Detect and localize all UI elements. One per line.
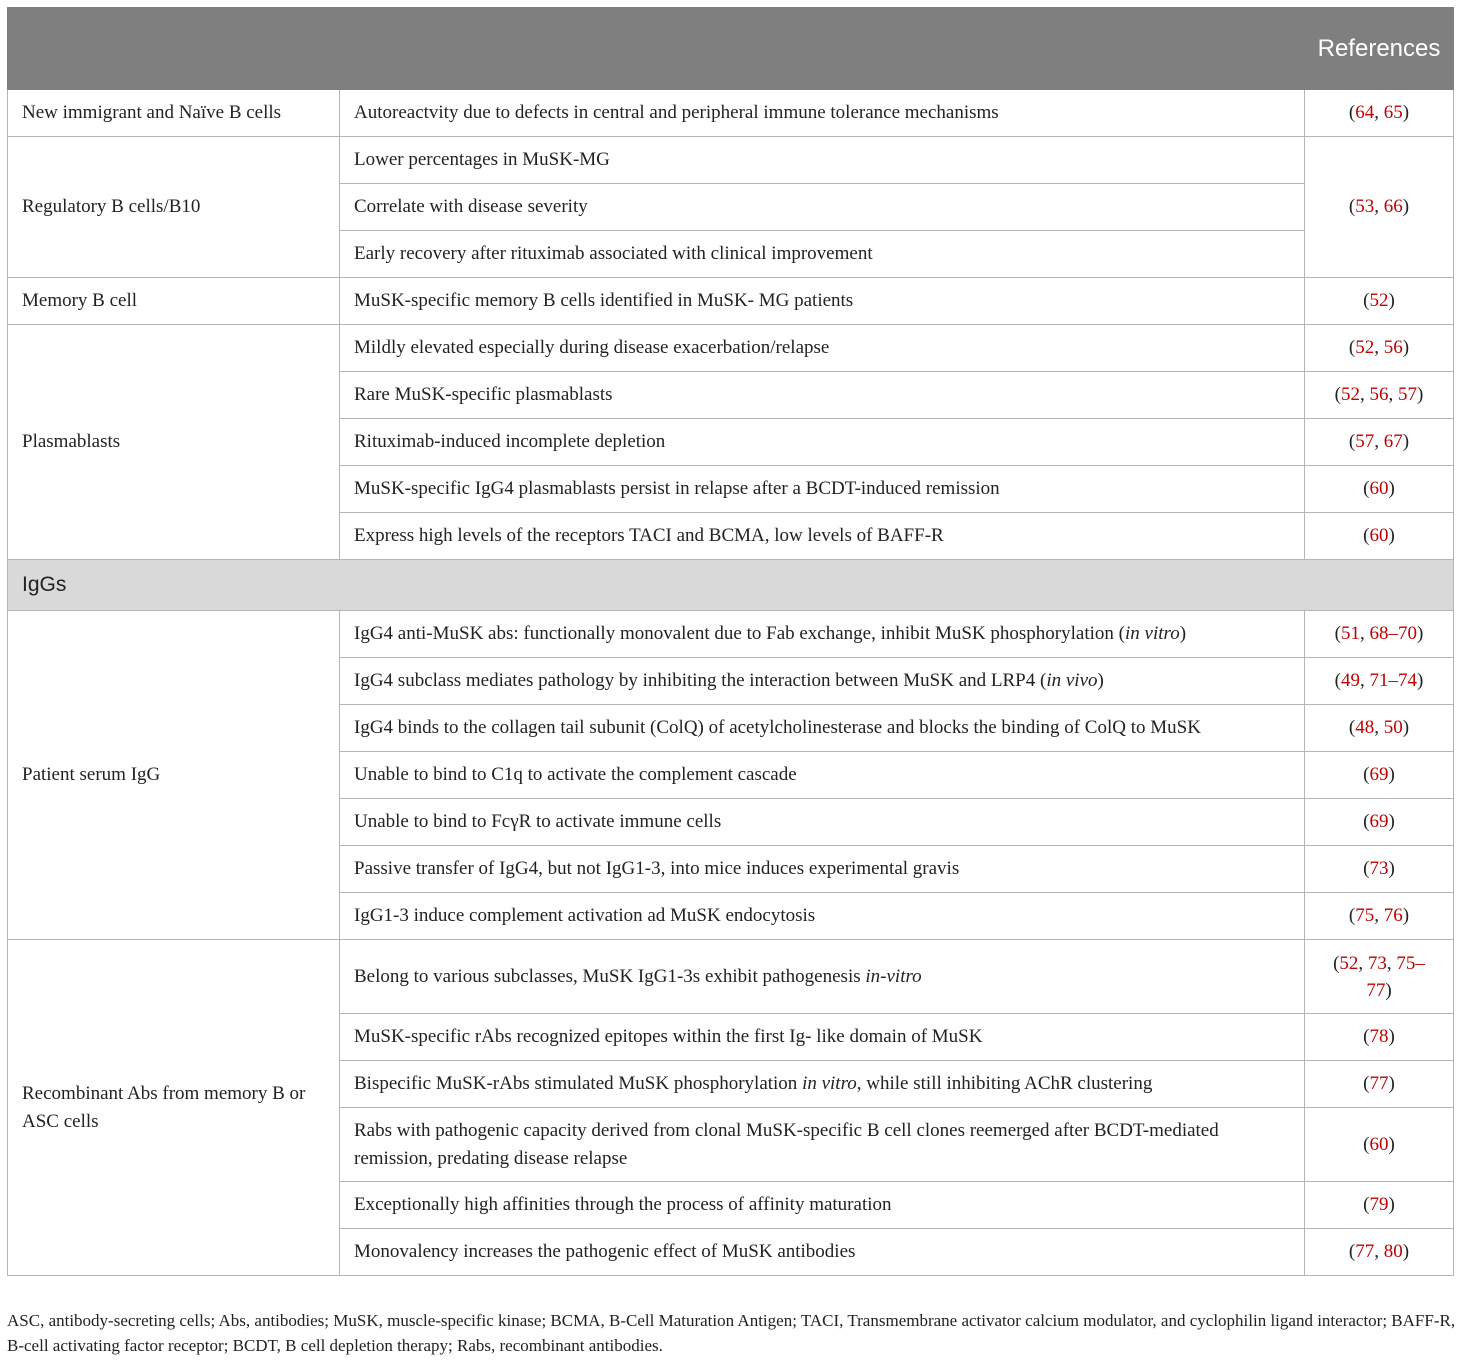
- table-footnote: ASC, antibody-secreting cells; Abs, antibodies; MuSK, muscle-specific kinase; BCMA, B-Cell Maturation Antigen; TACI, Transmembrane activator calcium modulator, and cyclophilin ligand interactor; BAFF-R, B-cell activating factor receptor; BCDT, B cell depletion therapy; Rabs, recombinant antibodies.: [7, 1311, 1456, 1355]
- section-label: IgGs: [8, 560, 1454, 611]
- citation-link[interactable]: 67: [1383, 431, 1403, 452]
- references-cell: (49, 71–74): [1305, 658, 1454, 705]
- references-cell: (52, 56, 57): [1305, 372, 1454, 419]
- description-text: IgG4 anti-MuSK abs: functionally monovalent due to Fab exchange, inhibit MuSK phosphorylation (: [354, 623, 1125, 644]
- references-cell: (52, 56): [1305, 325, 1454, 372]
- citation-link[interactable]: 75– 77: [1366, 952, 1425, 1001]
- citation-link[interactable]: 50: [1383, 717, 1403, 738]
- header-cell-empty: [8, 8, 340, 90]
- description-text: IgG1-3 induce complement activation ad MuSK endocytosis: [354, 905, 816, 926]
- description-text: Exceptionally high affinities through the process of affinity maturation: [354, 1194, 892, 1215]
- references-cell: (52): [1305, 278, 1454, 325]
- description-cell: [340, 231, 1305, 278]
- citation-link[interactable]: 52: [1341, 384, 1360, 405]
- references-cell: (69): [1305, 799, 1454, 846]
- table-row: [8, 90, 1454, 137]
- references-cell: (69): [1305, 752, 1454, 799]
- references-cell: (51, 68–70): [1305, 611, 1454, 658]
- citation-link[interactable]: 73: [1369, 858, 1389, 879]
- references-cell: (60): [1305, 513, 1454, 560]
- table-row: [8, 325, 1454, 372]
- table-body-iggs: [8, 611, 1454, 1276]
- table-row: [8, 940, 1454, 1014]
- cell-type-label: Memory B cell: [8, 278, 340, 325]
- citation-link[interactable]: 77: [1369, 1073, 1389, 1094]
- header-cell-empty: [340, 8, 1305, 90]
- cell-type-label: Patient serum IgG: [8, 611, 340, 940]
- citation-link[interactable]: 49: [1341, 670, 1360, 691]
- description-cell: [340, 893, 1305, 940]
- description-text: Early recovery after rituximab associated with clinical improvement: [354, 243, 873, 264]
- references-cell: (64, 65): [1305, 90, 1454, 137]
- citation-link[interactable]: 77: [1355, 1241, 1375, 1262]
- citation-link[interactable]: 78: [1369, 1026, 1389, 1047]
- cell-type-label: Regulatory B cells/B10: [8, 137, 340, 278]
- description-text: MuSK-specific rAbs recognized epitopes within the first Ig- like domain of MuSK: [354, 1026, 983, 1047]
- description-tail: , while still inhibiting AChR clustering: [856, 1073, 1153, 1094]
- table-container: [7, 7, 1453, 1276]
- description-cell: [340, 658, 1305, 705]
- citation-link[interactable]: 56: [1369, 384, 1389, 405]
- references-cell: (79): [1305, 1182, 1454, 1229]
- section-row-iggs: [8, 560, 1454, 611]
- citation-link[interactable]: 60: [1369, 1133, 1389, 1155]
- citation-link[interactable]: 76: [1383, 905, 1403, 926]
- description-cell: [340, 1108, 1305, 1182]
- references-cell: (77, 80): [1305, 1229, 1454, 1276]
- description-cell: [340, 184, 1305, 231]
- description-cell: [340, 1061, 1305, 1108]
- description-text: Belong to various subclasses, MuSK IgG1-3s exhibit pathogenesis: [354, 965, 866, 987]
- citation-link[interactable]: 73: [1367, 952, 1387, 974]
- references-cell: (60): [1305, 1108, 1454, 1182]
- references-cell: (75, 76): [1305, 893, 1454, 940]
- citation-link[interactable]: 60: [1369, 478, 1389, 499]
- references-cell: (60): [1305, 466, 1454, 513]
- description-text: Correlate with disease severity: [354, 196, 588, 217]
- description-cell: [340, 513, 1305, 560]
- citation-link[interactable]: 57: [1355, 431, 1375, 452]
- cell-type-label: Plasmablasts: [8, 325, 340, 560]
- description-italic: in vivo: [1046, 670, 1098, 691]
- description-cell: [340, 705, 1305, 752]
- references-cell: (78): [1305, 1014, 1454, 1061]
- description-text: Rabs with pathogenic capacity derived from clonal MuSK-specific B cell clones reemerged after BCDT-mediated remission, predating disease relapse: [354, 1119, 1219, 1169]
- description-text: Express high levels of the receptors TACI and BCMA, low levels of BAFF-R: [354, 525, 944, 546]
- citation-link[interactable]: 56: [1383, 337, 1403, 358]
- citation-link[interactable]: 65: [1383, 102, 1403, 123]
- description-text: Lower percentages in MuSK-MG: [354, 149, 610, 170]
- description-text: Bispecific MuSK-rAbs stimulated MuSK phosphorylation: [354, 1073, 803, 1094]
- description-cell: [340, 278, 1305, 325]
- citation-link[interactable]: 75: [1355, 905, 1375, 926]
- description-text: Rituximab-induced incomplete depletion: [354, 431, 666, 452]
- description-cell: [340, 1014, 1305, 1061]
- description-cell: [340, 137, 1305, 184]
- description-italic: in vitro: [802, 1073, 857, 1094]
- description-cell: [340, 325, 1305, 372]
- citation-link[interactable]: 80: [1383, 1241, 1403, 1262]
- description-text: Autoreactvity due to defects in central and peripheral immune tolerance mechanisms: [354, 102, 999, 123]
- description-text: MuSK-specific IgG4 plasmablasts persist in relapse after a BCDT-induced remission: [354, 478, 1000, 499]
- citation-link[interactable]: 60: [1369, 525, 1389, 546]
- description-cell: [340, 846, 1305, 893]
- citation-link[interactable]: 52: [1339, 952, 1359, 974]
- description-cell: [340, 419, 1305, 466]
- description-italic: in-vitro: [865, 965, 922, 987]
- citation-link[interactable]: 51: [1341, 623, 1360, 644]
- description-cell: [340, 1182, 1305, 1229]
- citation-link[interactable]: 52: [1369, 290, 1389, 311]
- references-cell: (73): [1305, 846, 1454, 893]
- description-text: Rare MuSK-specific plasmablasts: [354, 384, 613, 405]
- citation-link[interactable]: 64: [1355, 102, 1375, 123]
- citation-link[interactable]: 69: [1369, 811, 1389, 832]
- description-text: Mildly elevated especially during disease exacerbation/relapse: [354, 337, 830, 358]
- data-table: [7, 7, 1454, 1276]
- description-cell: [340, 940, 1305, 1014]
- references-cell: (48, 50): [1305, 705, 1454, 752]
- description-tail: ): [1097, 670, 1104, 691]
- description-text: MuSK-specific memory B cells identified in MuSK- MG patients: [354, 290, 854, 311]
- references-cell: (57, 67): [1305, 419, 1454, 466]
- cell-type-label: New immigrant and Naïve B cells: [8, 90, 340, 137]
- description-cell: [340, 752, 1305, 799]
- description-text: IgG4 binds to the collagen tail subunit (ColQ) of acetylcholinesterase and blocks the binding of ColQ to MuSK: [354, 717, 1201, 738]
- citation-link[interactable]: 68–70: [1369, 623, 1417, 644]
- description-cell: [340, 799, 1305, 846]
- table-body-cells: [8, 90, 1454, 560]
- citation-link[interactable]: 48: [1355, 717, 1375, 738]
- description-cell: [340, 372, 1305, 419]
- description-text: Passive transfer of IgG4, but not IgG1-3, into mice induces experimental gravis: [354, 858, 960, 879]
- table-header-row: [8, 8, 1454, 90]
- references-cell: (52, 73, 75– 77): [1305, 940, 1454, 1014]
- description-tail: ): [1179, 623, 1187, 644]
- citation-link[interactable]: 69: [1369, 764, 1389, 785]
- description-cell: [340, 90, 1305, 137]
- citation-link[interactable]: 52: [1355, 337, 1375, 358]
- description-cell: [340, 611, 1305, 658]
- citation-link[interactable]: 53: [1355, 196, 1375, 217]
- citation-link[interactable]: 66: [1383, 196, 1403, 217]
- references-cell: (53, 66): [1305, 137, 1454, 278]
- citation-link[interactable]: 79: [1369, 1194, 1389, 1215]
- description-text: Unable to bind to FcγR to activate immune cells: [354, 811, 722, 832]
- cell-type-label: Recombinant Abs from memory B or ASC cells: [8, 940, 340, 1276]
- description-text: Monovalency increases the pathogenic effect of MuSK antibodies: [354, 1241, 856, 1262]
- citation-link[interactable]: 71–74: [1369, 670, 1417, 691]
- description-text: Unable to bind to C1q to activate the complement cascade: [354, 764, 797, 785]
- references-header: References: [1305, 8, 1454, 90]
- description-cell: [340, 1229, 1305, 1276]
- references-cell: (77): [1305, 1061, 1454, 1108]
- table-row: [8, 278, 1454, 325]
- citation-link[interactable]: 57: [1398, 384, 1417, 405]
- description-text: IgG4 subclass mediates pathology by inhibiting the interaction between MuSK and LRP4 (: [354, 670, 1047, 691]
- table-row: [8, 611, 1454, 658]
- description-cell: [340, 466, 1305, 513]
- description-italic: in vitro: [1124, 623, 1180, 644]
- table-row: [8, 137, 1454, 184]
